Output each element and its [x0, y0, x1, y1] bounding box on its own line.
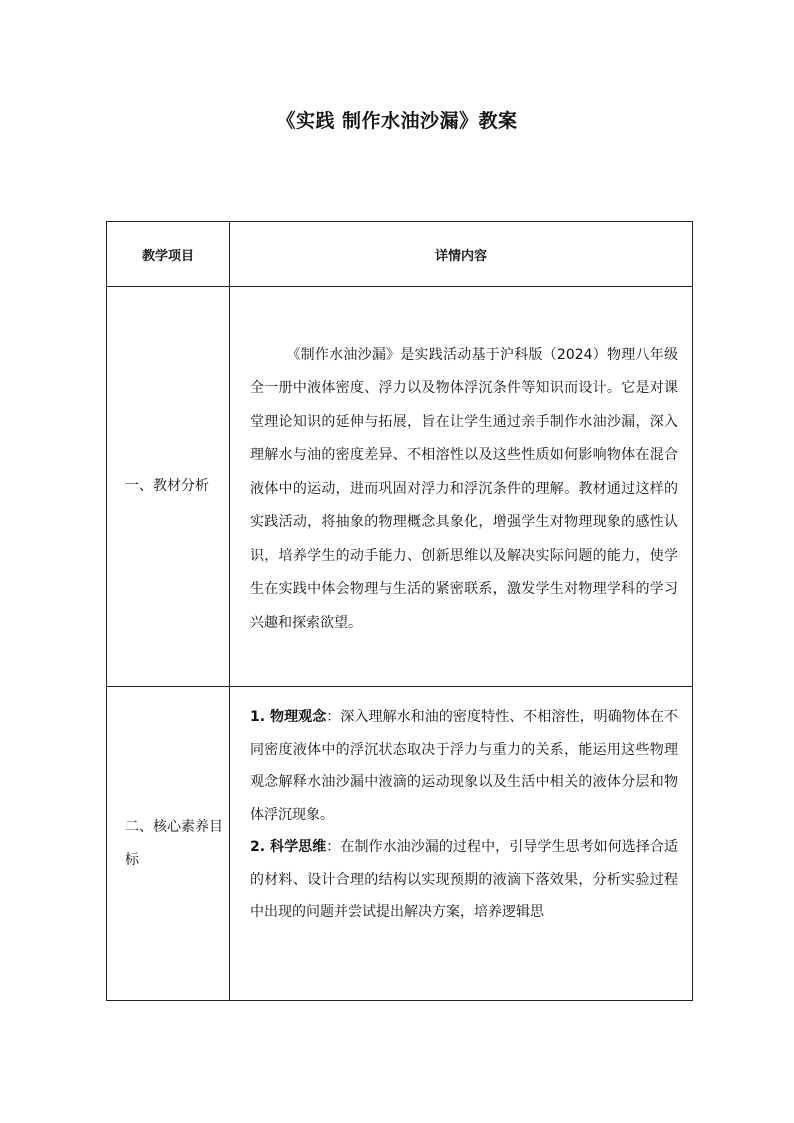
textbook-analysis-paragraph: 《制作水油沙漏》是实践活动基于沪科版（2024）物理八年级全一册中液体密度、浮力以及物体浮沉条件等知识而设计。它是对课堂理论知识的延伸与拓展，旨在让学生通过亲手制作水油沙漏，深入理解水与油的密度差异、不相溶性以及这些性质如何影响物体在混合液体中的运动，进而巩固对浮力和浮沉条件的理解。教材通过这样的实践活动，将抽象的物理概念具象化，增强学生对物理现象的感性认识，培养学生的动手能力、创新思维以及解决实际问题的能力，使学生在实践中体会物理与生活的紧密联系，激发学生对物理学科的学习兴趣和探索欲望。 — [250, 346, 678, 631]
goal-term: 1. 物理观念 — [250, 709, 327, 725]
table-row — [107, 287, 693, 687]
header-teaching-item: 教学项目 — [107, 222, 230, 287]
table-row — [107, 687, 693, 1001]
document-title: 《实践 制作水油沙漏》教案 — [276, 110, 518, 132]
table-header-row — [107, 222, 693, 287]
header-detail-content: 详情内容 — [230, 222, 693, 287]
row-content-textbook-analysis — [230, 287, 693, 687]
row-content-core-literacy-goals — [230, 687, 693, 1001]
row-label-textbook-analysis: 一、教材分析 — [107, 287, 230, 687]
goal-term: 2. 科学思维 — [250, 839, 327, 855]
goal-text: ：深入理解水和油的密度特性、不相溶性，明确物体在不同密度液体中的浮沉状态取决于浮力与重力的关系，能运用这些物理观念解释水油沙漏中液滴的运动现象以及生活中相关的液体分层和物体浮沉现象。 — [250, 709, 679, 823]
goal-item-physics-concept — [250, 701, 678, 831]
row-label-core-literacy-goals: 二、核心素养目标 — [107, 687, 230, 1001]
lesson-plan-table — [106, 221, 693, 1001]
goal-item-scientific-thinking — [250, 831, 678, 929]
goal-text: ：在制作水油沙漏的过程中，引导学生思考如何选择合适的材料、设计合理的结构以实现预期的液滴下落效果，分析实验过程中出现的问题并尝试提出解决方案，培养逻辑思 — [250, 839, 679, 920]
